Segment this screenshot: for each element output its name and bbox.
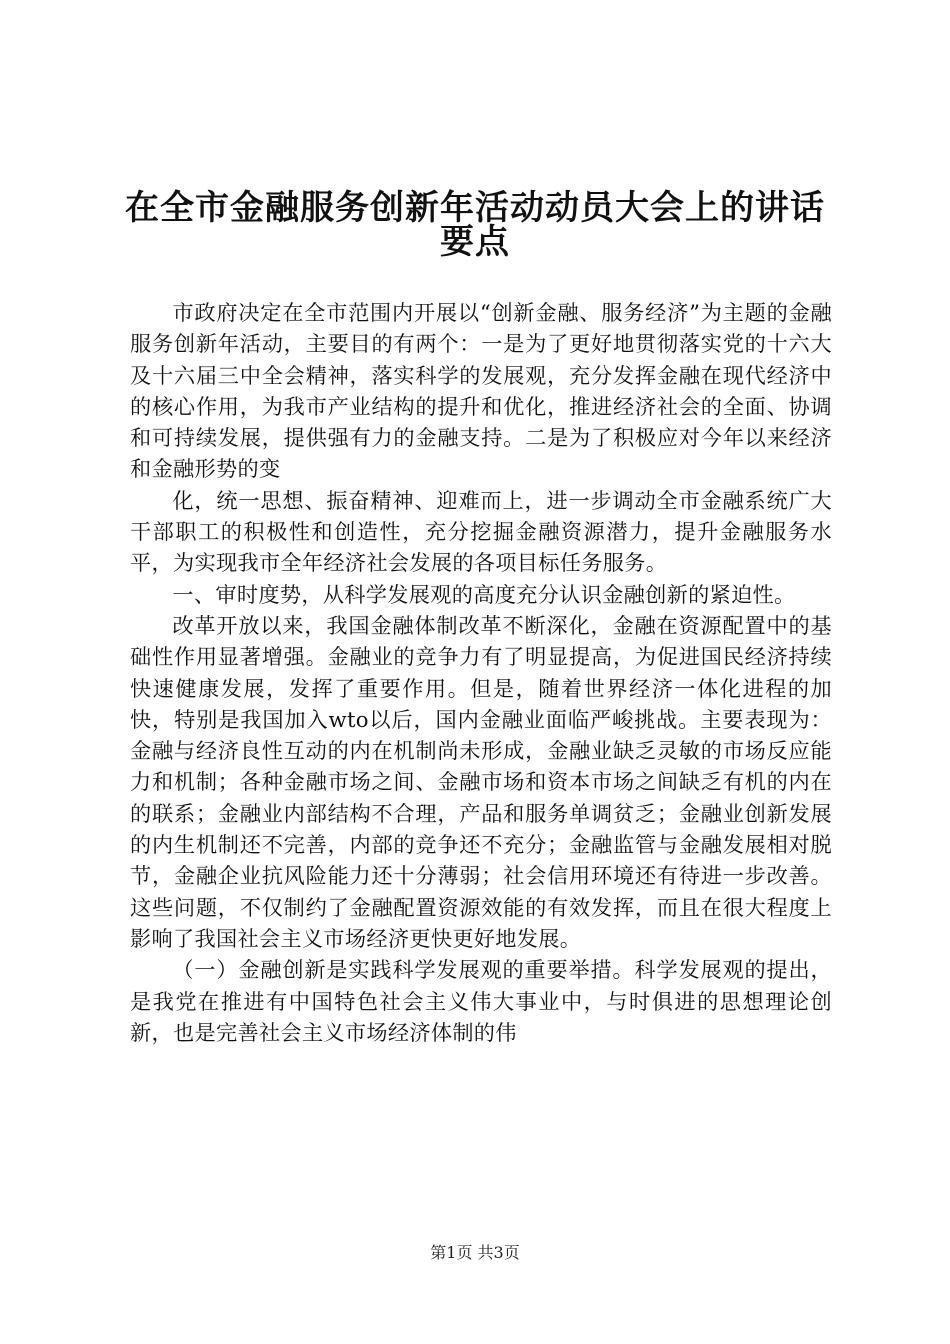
document-title-continued: 要点 bbox=[440, 222, 510, 262]
paragraph: 市政府决定在全市范围内开展以“创新金融、服务经济”为主题的金融服务创新年活动，主要目的有两个：一是为了更好地贯彻落实党的十六大及十六届三中全会精神，落实科学的发展观，充分发挥金融在现代经济中的核心作用，为我市产业结构的提升和优化，推进经济社会的全面、协调和可持续发展，提供强有力的金融支持。二是为了积极应对今年以来经济和金融形势的变 bbox=[130, 300, 832, 482]
paragraph: 化，统一思想、振奋精神、迎难而上，进一步调动全市金融系统广大干部职工的积极性和创造性，充分挖掘金融资源潜力，提升金融服务水平，为实现我市全年经济社会发展的各项目标任务服务。 bbox=[130, 487, 832, 576]
document-body bbox=[130, 297, 832, 1048]
paragraph: （一）金融创新是实践科学发展观的重要举措。科学发展观的提出，是我党在推进有中国特色社会主义伟大事业中，与时俱进的思想理论创新，也是完善社会主义市场经济体制的伟 bbox=[130, 957, 832, 1045]
page-number: 第1页 共3页 bbox=[430, 1243, 520, 1262]
document-title: 在全市金融服务创新年活动动员大会上的讲话 bbox=[125, 188, 825, 228]
paragraph: 改革开放以来，我国金融体制改革不断深化，金融在资源配置中的基础性作用显著增强。金融业的竞争力有了明显提高，为促进国民经济持续快速健康发展，发挥了重要作用。但是，随着世界经济一体化进程的加快，特别是我国加入wto以后，国内金融业面临严峻挑战。主要表现为：金融与经济良性互动的内在机制尚未形成，金融业缺乏灵敏的市场反应能力和机制；各种金融市场之间、金融市场和资本市场之间缺乏有机的内在的联系；金融业内部结构不合理，产品和服务单调贫乏；金融业创新发展的内生机制还不完善，内部的竞争还不充分；金融监管与金融发展相对脱节，金融企业抗风险能力还十分薄弱；社会信用环境还有待进一步改善。这些问题，不仅制约了金融配置资源效能的有效发挥，而且在很大程度上影响了我国社会主义市场经济更快更好地发展。 bbox=[130, 612, 832, 951]
section-heading: 一、审时度势，从科学发展观的高度充分认识金融创新的紧迫性。 bbox=[172, 581, 796, 607]
